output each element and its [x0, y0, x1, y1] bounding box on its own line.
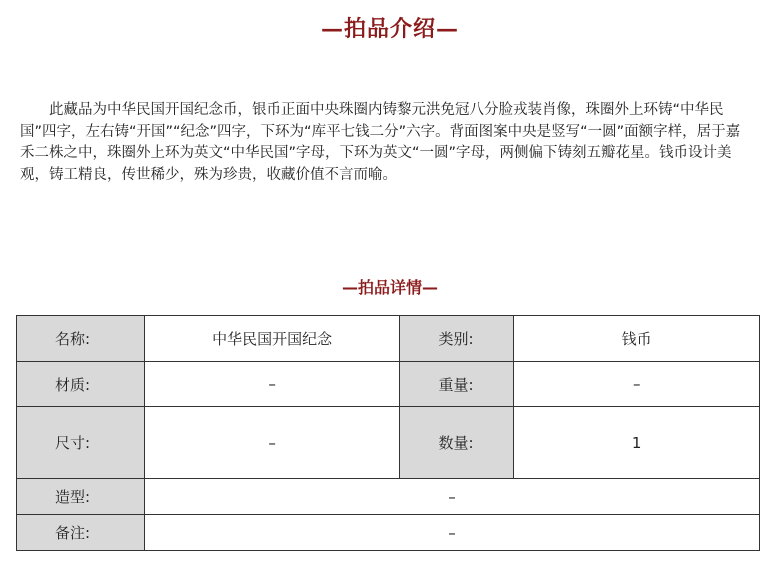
table-row [17, 479, 760, 515]
details-title: —拍品详情— [341, 278, 438, 297]
section-title: —拍品介绍— [320, 16, 459, 42]
size-label: 尺寸: [17, 407, 145, 479]
table-row [17, 362, 760, 407]
details-table [16, 315, 760, 551]
table-row [17, 316, 760, 362]
category-label: 类别: [400, 316, 514, 362]
quantity-label: 数量: [400, 407, 514, 479]
item-description: 此藏品为中华民国开国纪念币，银币正面中央珠圈内铸黎元洪免冠八分脸戎装肖像，珠圈外上环铸“中华民国”四字，左右铸“开国”“纪念”四字，下环为“库平七钱二分”六字。背面图案中央是竖写“一圆”面额字样，居于嘉禾二株之中，珠圈外上环为英文“中华民国”字母，下环为英文“一圆”字母，两侧偏下铸刻五瓣花星。钱币设计美观，铸工精良，传世稀少，殊为珍贵，收藏价值不言而喻。 [20, 102, 741, 183]
category-value: 钱币 [514, 316, 760, 362]
weight-label: 重量: [400, 362, 514, 407]
size-value: – [144, 407, 400, 479]
quantity-value: 1 [514, 407, 760, 479]
name-value: 中华民国开国纪念 [144, 316, 400, 362]
name-label: 名称: [17, 316, 145, 362]
table-row [17, 407, 760, 479]
table-row [17, 515, 760, 551]
material-label: 材质: [17, 362, 145, 407]
weight-value: – [514, 362, 760, 407]
shape-value: – [144, 479, 759, 515]
remarks-value: – [144, 515, 759, 551]
material-value: – [144, 362, 400, 407]
remarks-label: 备注: [17, 515, 145, 551]
shape-label: 造型: [17, 479, 145, 515]
